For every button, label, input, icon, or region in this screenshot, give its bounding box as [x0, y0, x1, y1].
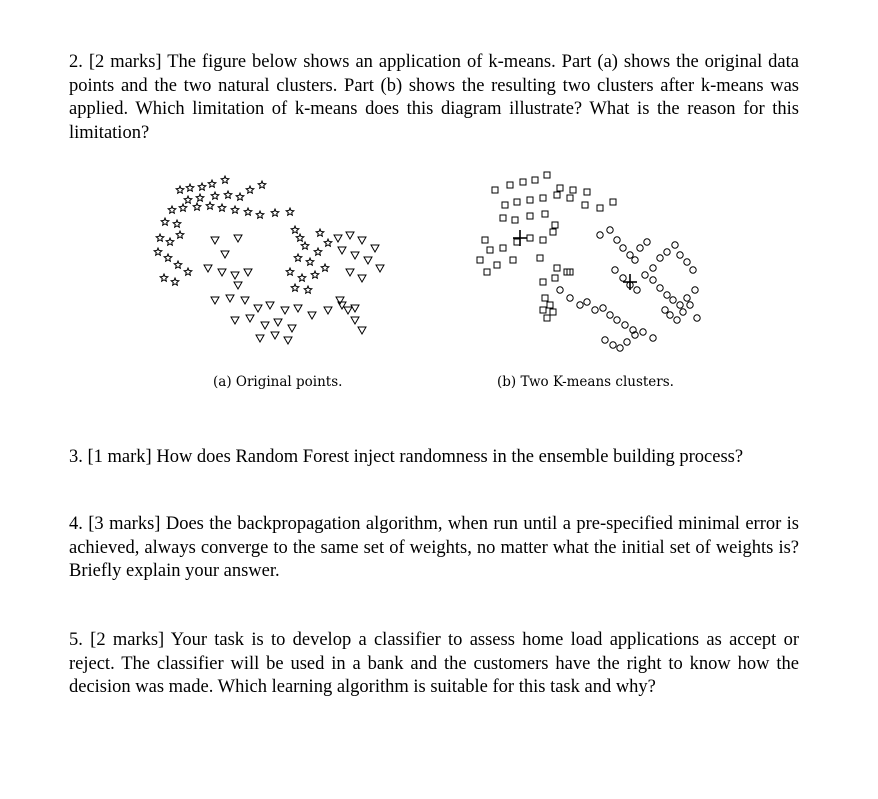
cluster-circle-point: [600, 305, 606, 311]
cluster-star-point: [221, 176, 229, 183]
cluster-triangle-point: [346, 232, 354, 239]
cluster-square-point: [484, 269, 490, 275]
cluster-circle-point: [650, 265, 656, 271]
cluster-circle-point: [614, 317, 620, 323]
cluster-triangle-point: [358, 275, 366, 282]
cluster-circle-point: [650, 335, 656, 341]
cluster-square-point: [540, 307, 546, 313]
cluster-circle-point: [672, 242, 678, 248]
cluster-star-point: [291, 284, 299, 291]
cluster-triangle-point: [204, 265, 212, 272]
cluster-circle-point: [632, 257, 638, 263]
cluster-triangle-point: [244, 269, 252, 276]
cluster-triangle-point: [221, 251, 229, 258]
cluster-square-point: [550, 229, 556, 235]
cluster-circle-point: [664, 292, 670, 298]
cluster-square-point: [584, 189, 590, 195]
cluster-circle-point: [687, 302, 693, 308]
cluster-circle-point: [607, 227, 613, 233]
cluster-square-point: [547, 302, 553, 308]
cluster-circle-point: [614, 237, 620, 243]
cluster-square-point: [527, 235, 533, 241]
cluster-square-point: [520, 179, 526, 185]
cluster-triangle-point: [234, 282, 242, 289]
cluster-square-point: [552, 222, 558, 228]
cluster-circle-point: [664, 249, 670, 255]
cluster-star-point: [244, 208, 252, 215]
cluster-triangle-point: [281, 307, 289, 314]
cluster-triangle-point: [271, 332, 279, 339]
cluster-star-point: [176, 231, 184, 238]
cluster-star-point: [301, 242, 309, 249]
cluster-circle-point: [592, 307, 598, 313]
cluster-circle-point: [642, 272, 648, 278]
cluster-star-point: [186, 184, 194, 191]
cluster-circle-point: [674, 317, 680, 323]
cluster-circle-point: [627, 252, 633, 258]
cluster-triangle-point: [256, 335, 264, 342]
cluster-triangle-point: [254, 305, 262, 312]
cluster-triangle-point: [351, 317, 359, 324]
cluster-circle-point: [624, 339, 630, 345]
cluster-star-point: [174, 261, 182, 268]
cluster-square-point: [527, 213, 533, 219]
cluster-star-point: [231, 206, 239, 213]
cluster-triangle-point: [358, 327, 366, 334]
cluster-circle-point: [620, 245, 626, 251]
cluster-circle-point: [670, 297, 676, 303]
cluster-triangle-point: [261, 322, 269, 329]
cluster-circle-point: [622, 322, 628, 328]
cluster-square-point: [500, 245, 506, 251]
cluster-star-point: [196, 194, 204, 201]
cluster-star-point: [316, 229, 324, 236]
cluster-star-point: [321, 264, 329, 271]
cluster-triangle-point: [211, 297, 219, 304]
cluster-triangle-point: [218, 269, 226, 276]
cluster-square-point: [507, 182, 513, 188]
cluster-square-point: [542, 295, 548, 301]
cluster-circle-point: [692, 287, 698, 293]
question-3: 3. [1 mark] How does Random Forest inject randomness in the ensemble building process?: [69, 447, 744, 467]
cluster-star-point: [224, 191, 232, 198]
cluster-square-point: [492, 187, 498, 193]
figure-a-caption: (a) Original points.: [213, 374, 343, 390]
cluster-circle-point: [607, 312, 613, 318]
cluster-circle-point: [602, 337, 608, 343]
cluster-star-point: [184, 196, 192, 203]
cluster-circle-point: [694, 315, 700, 321]
cluster-square-point: [540, 279, 546, 285]
cluster-triangle-point: [241, 297, 249, 304]
cluster-triangle-point: [231, 272, 239, 279]
cluster-triangle-point: [336, 297, 344, 304]
cluster-square-point: [542, 211, 548, 217]
cluster-square-point: [540, 237, 546, 243]
cluster-circle-point: [690, 267, 696, 273]
cluster-circle-point: [620, 275, 626, 281]
cluster-star-point: [306, 258, 314, 265]
cluster-square-point: [557, 185, 563, 191]
figure-a-original-points: [150, 160, 400, 360]
cluster-triangle-point: [266, 302, 274, 309]
cluster-circle-point: [662, 307, 668, 313]
cluster-circle-point: [640, 329, 646, 335]
cluster-square-point: [550, 309, 556, 315]
cluster-star-point: [298, 274, 306, 281]
cluster-star-point: [258, 181, 266, 188]
cluster-triangle-point: [211, 237, 219, 244]
figure-b-kmeans-clusters: [455, 160, 715, 360]
cluster-circle-point: [617, 345, 623, 351]
cluster-triangle-point: [294, 305, 302, 312]
cluster-square-point: [502, 202, 508, 208]
cluster-triangle-point: [351, 252, 359, 259]
cluster-square-point: [512, 217, 518, 223]
cluster-star-point: [286, 208, 294, 215]
cluster-square-point: [554, 192, 560, 198]
cluster-triangle-point: [346, 269, 354, 276]
cluster-triangle-point: [246, 315, 254, 322]
cluster-square-point: [482, 237, 488, 243]
cluster-circle-point: [577, 302, 583, 308]
cluster-star-point: [286, 268, 294, 275]
cluster-triangle-point: [338, 247, 346, 254]
cluster-circle-point: [634, 287, 640, 293]
cluster-star-point: [311, 271, 319, 278]
cluster-square-point: [527, 197, 533, 203]
figure-b-caption: (b) Two K-means clusters.: [497, 374, 674, 390]
cluster-circle-point: [667, 312, 673, 318]
cluster-star-point: [156, 234, 164, 241]
cluster-triangle-point: [288, 325, 296, 332]
cluster-star-point: [168, 206, 176, 213]
cluster-star-point: [291, 226, 299, 233]
cluster-square-point: [552, 275, 558, 281]
cluster-square-point: [610, 199, 616, 205]
cluster-circle-point: [677, 252, 683, 258]
cluster-star-point: [314, 248, 322, 255]
cluster-triangle-point: [274, 319, 282, 326]
cluster-triangle-point: [231, 317, 239, 324]
cluster-star-point: [324, 239, 332, 246]
cluster-square-point: [567, 195, 573, 201]
cluster-circle-point: [637, 245, 643, 251]
cluster-star-point: [208, 180, 216, 187]
cluster-square-point: [570, 187, 576, 193]
cluster-triangle-point: [308, 312, 316, 319]
cluster-star-point: [161, 218, 169, 225]
cluster-triangle-point: [376, 265, 384, 272]
cluster-circle-point: [684, 259, 690, 265]
cluster-square-point: [544, 315, 550, 321]
question-5: 5. [2 marks] Your task is to develop a classifier to assess home load applications as accept or reject. The classifier will be used in a bank and the customers have the right to know how the decision was made. Which learning algorithm is suitable for this task and why?: [69, 630, 799, 697]
cluster-square-point: [537, 255, 543, 261]
cluster-circle-point: [584, 299, 590, 305]
cluster-star-point: [304, 286, 312, 293]
cluster-star-point: [164, 254, 172, 261]
cluster-triangle-point: [371, 245, 379, 252]
cluster-circle-point: [644, 239, 650, 245]
cluster-star-point: [211, 192, 219, 199]
cluster-square-point: [597, 205, 603, 211]
cluster-triangle-point: [358, 237, 366, 244]
cluster-star-point: [173, 220, 181, 227]
cluster-triangle-point: [226, 295, 234, 302]
cluster-star-point: [160, 274, 168, 281]
cluster-square-point: [510, 257, 516, 263]
cluster-star-point: [166, 238, 174, 245]
cluster-circle-point: [684, 295, 690, 301]
cluster-circle-point: [657, 255, 663, 261]
cluster-star-point: [236, 193, 244, 200]
cluster-square-point: [500, 215, 506, 221]
cluster-circle-point: [657, 285, 663, 291]
cluster-star-point: [171, 278, 179, 285]
cluster-square-point: [487, 247, 493, 253]
cluster-circle-point: [610, 342, 616, 348]
cluster-triangle-point: [344, 307, 352, 314]
cluster-star-point: [256, 211, 264, 218]
cluster-star-point: [218, 204, 226, 211]
cluster-square-point: [554, 265, 560, 271]
question-4: 4. [3 marks] Does the backpropagation algorithm, when run until a pre-specified minimal error is achieved, always converge to the same set of weights, no matter what the initial set of weights is? Briefly explain your answer.: [69, 514, 799, 581]
centroid-marker: [513, 230, 527, 246]
cluster-square-point: [532, 177, 538, 183]
cluster-square-point: [544, 172, 550, 178]
cluster-triangle-point: [234, 235, 242, 242]
cluster-square-point: [514, 239, 520, 245]
cluster-star-point: [176, 186, 184, 193]
cluster-circle-point: [650, 277, 656, 283]
cluster-star-point: [193, 203, 201, 210]
cluster-triangle-point: [284, 337, 292, 344]
cluster-star-point: [296, 234, 304, 241]
cluster-star-point: [271, 209, 279, 216]
cluster-star-point: [184, 268, 192, 275]
cluster-square-point: [582, 202, 588, 208]
cluster-circle-point: [680, 309, 686, 315]
cluster-circle-point: [677, 302, 683, 308]
cluster-triangle-point: [364, 257, 372, 264]
cluster-star-point: [154, 248, 162, 255]
cluster-star-point: [206, 202, 214, 209]
cluster-star-point: [198, 183, 206, 190]
cluster-triangle-point: [351, 305, 359, 312]
cluster-circle-point: [567, 295, 573, 301]
cluster-star-point: [246, 186, 254, 193]
cluster-square-point: [514, 199, 520, 205]
cluster-circle-point: [597, 232, 603, 238]
cluster-circle-point: [612, 267, 618, 273]
cluster-circle-point: [557, 287, 563, 293]
cluster-star-point: [179, 204, 187, 211]
question-2: 2. [2 marks] The figure below shows an application of k-means. Part (a) shows the original data points and the two natural clusters. Part (b) shows the resulting two clusters after k-means was applied. Which limitation of k-means does this diagram illustrate? What is the reason for this limitation?: [69, 52, 799, 143]
cluster-triangle-point: [324, 307, 332, 314]
cluster-square-point: [494, 262, 500, 268]
cluster-triangle-point: [334, 235, 342, 242]
cluster-square-point: [477, 257, 483, 263]
cluster-star-point: [294, 254, 302, 261]
cluster-square-point: [540, 195, 546, 201]
